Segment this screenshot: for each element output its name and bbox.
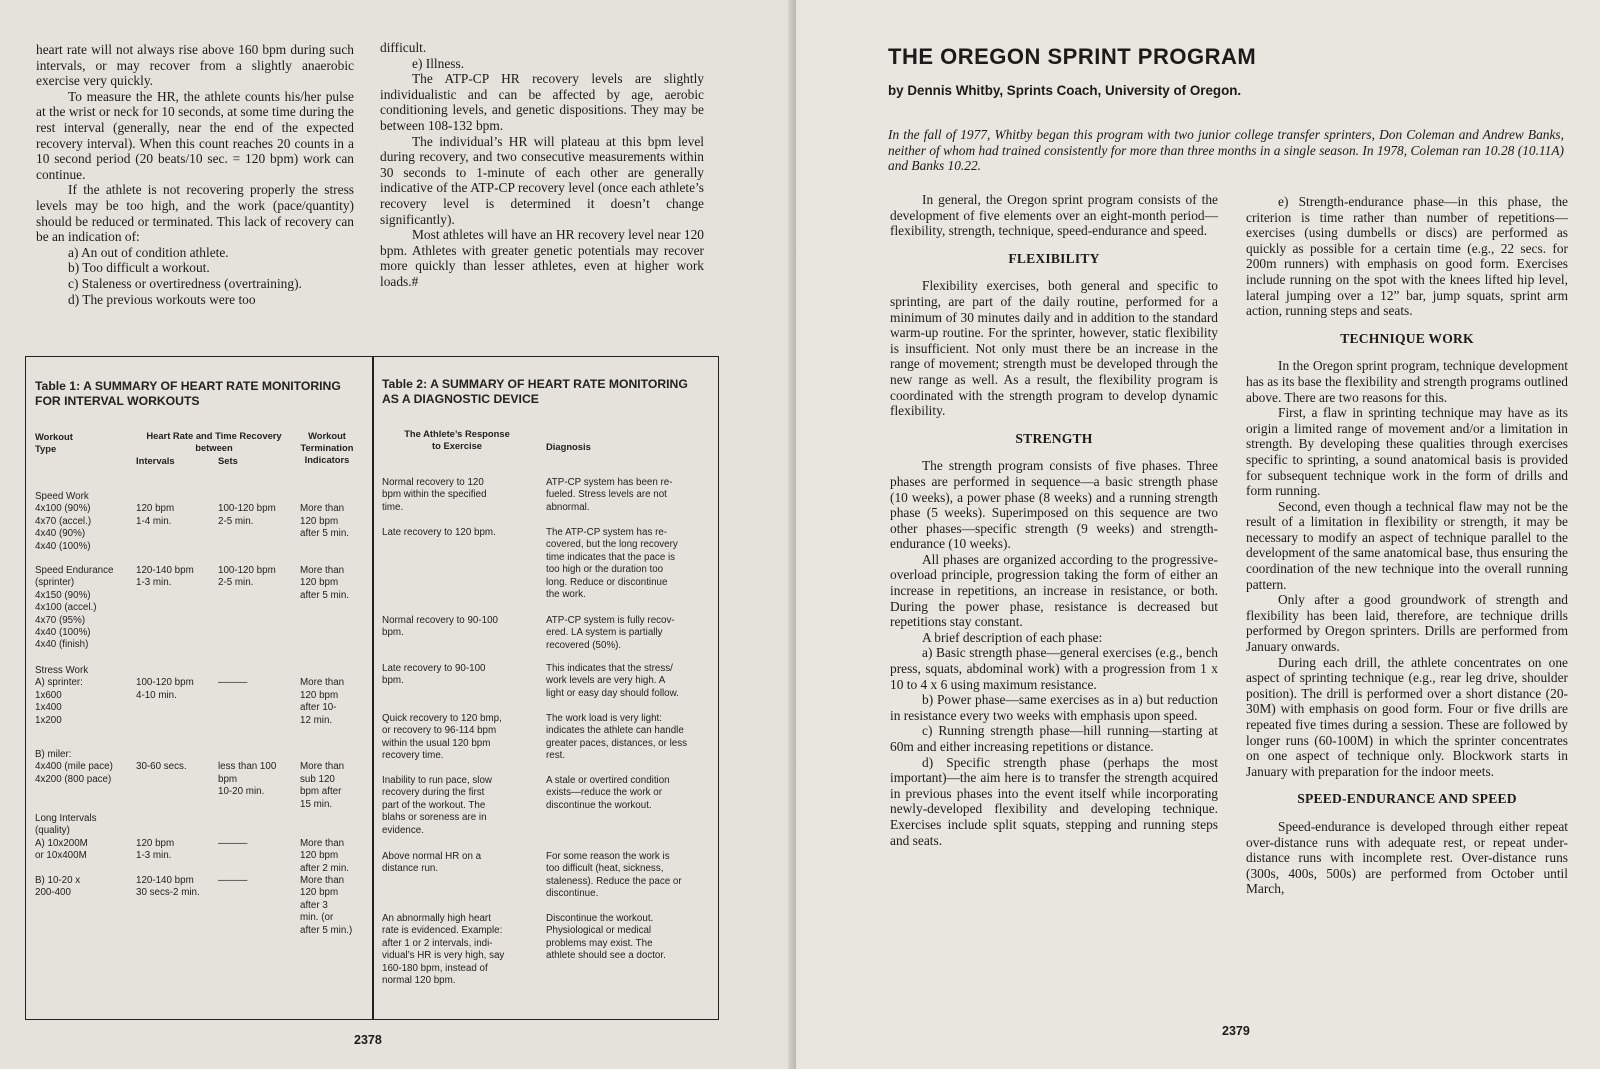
paragraph: d) Specific strength phase (perhaps the most important)—the aim here is to transfer the strength acquired in previous phases into the event itself while incorporating newly-developed flexibility and developing technique. Exercises include split squats, stepping and running steps and seats.	[890, 754, 1218, 848]
table1-header-sets: Sets	[218, 455, 238, 466]
paragraph: Flexibility exercises, both general and specific to sprinting, are part of the daily routine, performed for a minimum of 30 minutes daily and in addition to the standard warm-up routine. For the sprinter, however, static flexibility is insufficient. Not only must there be an increase in the range of movement; strength must be developed through the new range as well. As a result, the flexibility program is coordinated with the strength program to develop dynamic flexibility.	[890, 278, 1218, 419]
paragraph: If the athlete is not recovering properly the stress levels may be too high, and the work (pace/quantity) should be reduced or terminated. This lack of recovery can be an indication of:	[36, 182, 354, 245]
left-column-1	[36, 42, 354, 307]
table1-cell-intervals: 120 bpm 1-3 min.	[136, 837, 175, 862]
page-number-left: 2378	[354, 1033, 382, 1047]
table2-cell-response: Late recovery to 120 bpm.	[382, 527, 496, 538]
paragraph: Second, even though a technical flaw may not be the result of a limitation in flexibility or strength, it may be necessary to modify an aspect of technique parallel to the development of the same anatomical base, thus ensuring the coordination of the new technique into the overall running pattern.	[1246, 498, 1568, 592]
table2-cell-response: Inability to run pace, slow recovery during the first part of the workout. The blahs or soreness are in evidence.	[382, 775, 492, 836]
paragraph: b) Power phase—same exercises as in a) but reduction in resistance every two weeks with emphasis upon speed.	[890, 692, 1218, 723]
article-byline: by Dennis Whitby, Sprints Coach, University of Oregon.	[888, 83, 1242, 98]
table2-title: Table 2: A SUMMARY OF HEART RATE MONITORING AS A DIAGNOSTIC DEVICE	[382, 377, 688, 406]
paragraph: a) Basic strength phase—general exercises (e.g., bench press, squats, abdominal work) with a progression from 1 x 10 to 4 x 6 using maximum resistance.	[890, 645, 1218, 692]
table1-cell-sets: ———	[218, 875, 248, 886]
section-heading: FLEXIBILITY	[1008, 250, 1100, 266]
table2-cell-diagnosis: ATP-CP system has been re- fueled. Stress levels are not abnormal.	[546, 477, 673, 513]
table2-cell-diagnosis: The work load is very light: indicates the athlete can handle greater paces, distances, or less rest.	[546, 713, 688, 762]
paragraph: c) Staleness or overtiredness (overtraining).	[68, 275, 302, 291]
table1-cell-type: B) 10-20 x 200-400	[35, 875, 81, 899]
table2-cell-diagnosis: ATP-CP system is fully recov- ered. LA system is partially recovered (50%).	[546, 615, 675, 651]
paragraph: A brief description of each phase:	[922, 629, 1103, 645]
section-heading: SPEED-ENDURANCE AND SPEED	[1297, 791, 1517, 807]
paragraph: Speed-endurance is developed through either repeat over-distance runs with adequate rest, or repeat under-distance runs with incomplete rest. Over-distance runs (300s, 400s, 500s) are performed from October until March,	[1246, 818, 1568, 897]
article-title: THE OREGON SPRINT PROGRAM	[888, 44, 1257, 69]
paragraph: d) The previous workouts were too	[68, 291, 256, 307]
table2-cell-response: An abnormally high heart rate is evidenced. Example: after 1 or 2 intervals, indi- vidual’s HR is very high, say 160-180 bpm, instead of normal 120 bpm.	[382, 913, 505, 987]
table1-cell-intervals: 120-140 bpm 1-3 min.	[136, 565, 194, 589]
table1-cell-term: More than sub 120 bpm after 15 min.	[300, 761, 345, 810]
paragraph: The strength program consists of five phases. Three phases are performed in sequence—a basic strength phase (10 weeks), a power phase (8 weeks) and a running strength phase (5 weeks). Superimposed on this sequence are two other phases—specific strength (9 weeks) and strength-endurance (10 weeks).	[890, 458, 1218, 552]
table2-cell-response: Normal recovery to 90-100 bpm.	[382, 615, 498, 639]
table1-header-type: Workout Type	[35, 431, 73, 454]
left-column-2	[380, 40, 704, 290]
paragraph: Only after a good groundwork of strength and flexibility has been laid, therefore, are technique drills performed by Oregon sprinters. Drills are performed from January onwards.	[1246, 592, 1568, 655]
table1-cell-sets: less than 100 bpm 10-20 min.	[218, 761, 277, 798]
paragraph: difficult.	[380, 40, 427, 55]
table1-cell-intervals: 100-120 bpm 4-10 min.	[136, 677, 194, 701]
left-page	[0, 0, 796, 1069]
tables-divider	[372, 356, 374, 1020]
table1-cell-term: More than 120 bpm after 2 min.	[300, 837, 350, 874]
table1-cell-term: More than 120 bpm after 10- 12 min.	[300, 677, 345, 726]
paragraph: heart rate will not always rise above 160 bpm during such intervals, or may recover from a slightly anaerobic exercise very quickly.	[36, 42, 354, 89]
table1-cell-intervals: 120-140 bpm 30 secs-2 min.	[136, 875, 200, 899]
page-number-right: 2379	[1222, 1024, 1250, 1038]
table2-cell-response: Quick recovery to 120 bmp, or recovery to 96-114 bpm within the usual 120 bpm recovery time.	[382, 713, 502, 762]
article-intro: In the fall of 1977, Whitby began this program with two junior college transfer sprinters, Don Coleman and Andrew Banks, neither of whom had trained consistently for more than three months in a single season. In 1978, Coleman ran 10.28 (10.11A) and Banks 10.22.	[888, 127, 1564, 174]
table1-cell-type: Long Intervals (quality) A) 10x200M or 10x400M	[35, 813, 97, 862]
right-column-2	[1246, 194, 1568, 897]
table2-cell-response: Above normal HR on a distance run.	[382, 851, 482, 875]
table2-cell-diagnosis: This indicates that the stress/ work levels are very high. A light or easy day should follow.	[546, 663, 679, 699]
table1-header-hr: Heart Rate and Time Recovery between	[146, 430, 282, 453]
table1-cell-type: Stress Work A) sprinter: 1x600 1x400 1x200	[35, 665, 89, 726]
table1-cell-type: Speed Endurance (sprinter) 4x150 (90%) 4x100 (accel.) 4x70 (95%) 4x40 (100%) 4x40 (finish)	[35, 565, 114, 651]
paragraph: All phases are organized according to the progressive-overload principle, progression taking the form of either an increase in repetitions, an increase in resistance, or both. During the power phase, resistance is decreased but repetitions stay constant.	[890, 551, 1218, 630]
table1-cell-sets: 100-120 bpm 2-5 min.	[218, 503, 276, 527]
table2-cell-diagnosis: Discontinue the workout. Physiological or medical problems may exist. The athlete should see a doctor.	[546, 913, 666, 962]
paragraph: To measure the HR, the athlete counts his/her pulse at the wrist or neck for 10 seconds, at some time during the rest interval (generally, near the end of the expected recovery interval). When this count reaches 20 counts in a 10 second period (20 beats/10 sec. = 120 bpm) work can continue.	[36, 88, 354, 182]
table2-cell-diagnosis: A stale or overtired condition exists—reduce the work or discontinue the workout.	[546, 775, 670, 811]
paragraph: e) Strength-endurance phase—in this phase, the criterion is time rather than number of repetitions—exercises (using dumbells or discs) are performed as quickly as possible for a certain time (e.g., 22 secs. for 200m runners) with emphasis on good form. Exercises include running on the spot with the knees lifted hip level, lateral jumping over a 12” bar, jump squats, sprint arm action, running steps and seats.	[1246, 194, 1568, 319]
tables-box	[25, 356, 719, 1020]
table1-title: Table 1: A SUMMARY OF HEART RATE MONITORING FOR INTERVAL WORKOUTS	[35, 379, 341, 408]
table2-cell-response: Normal recovery to 120 bpm within the specified time.	[382, 477, 487, 513]
table1-header-intervals: Intervals	[136, 455, 175, 466]
paragraph: The individual’s HR will plateau at this bpm level during recovery, and two consecutive measurements within 30 seconds to 1-minute of each other are generally indicative of the ATP-CP recovery level (once each athlete’s recovery level is determined it doesn’t change significantly).	[380, 133, 704, 227]
table1-cell-sets: ———	[218, 837, 248, 849]
table1-cell-type: Speed Work 4x100 (90%) 4x70 (accel.) 4x40 (90%) 4x40 (100%)	[35, 491, 92, 552]
paragraph: The ATP-CP HR recovery levels are slightly individualistic and can be affected by age, aerobic conditioning levels, and genetic dispositions. They may be between 108-132 bpm.	[380, 71, 704, 133]
table2-cell-response: Late recovery to 90-100 bpm.	[382, 663, 486, 687]
paragraph: e) Illness.	[412, 55, 465, 71]
paragraph: In the Oregon sprint program, technique development has as its base the flexibility and strength programs outlined above. There are two reasons for this.	[1246, 358, 1568, 405]
table2-cell-diagnosis: For some reason the work is too difficult (heat, sickness, staleness). Reduce the pace or discontinue.	[546, 851, 682, 900]
section-heading: STRENGTH	[1015, 430, 1093, 446]
paragraph: In general, the Oregon sprint program consists of the development of five elements over an eight-month period—flexibility, strength, technique, speed-endurance and speed.	[890, 192, 1218, 239]
paragraph: b) Too difficult a workout.	[68, 260, 210, 276]
paragraph: c) Running strength phase—hill running—starting at 60m and either increasing repetitions or distance.	[890, 723, 1218, 754]
section-heading: TECHNIQUE WORK	[1340, 330, 1474, 346]
table1-cell-type: B) miler: 4x400 (mile pace) 4x200 (800 pace)	[35, 749, 113, 785]
table1-header-termination: Workout Termination Indicators	[300, 430, 354, 465]
paragraph: a) An out of condition athlete.	[68, 244, 229, 260]
right-column-1	[890, 192, 1218, 848]
paragraph: Most athletes will have an HR recovery level near 120 bpm. Athletes with greater genetic potentials may recover more quickly than lesser athletes, even at higher work loads.#	[380, 227, 704, 289]
paragraph: During each drill, the athlete concentrates on one aspect of sprinting technique (e.g., rear leg drive, shoulder position). The drill is performed over a short distance (20-30M) with emphasis on good form. Four or five drills are repeated five times during a session. These are followed by longer runs (60-100M) in which the sprinter concentrates on one aspect of technique only. Blockwork starts in January with preparation for the indoor meets.	[1246, 654, 1568, 779]
table1-cell-term: More than 120 bpm after 5 min.	[300, 503, 350, 540]
table2-cell-diagnosis: The ATP-CP system has re- covered, but the long recovery time indicates that the pace is too high or the duration too long. Reduce or discontinue the work.	[546, 527, 678, 601]
table1-cell-term: More than 120 bpm after 3 min. (or after 5 min.)	[300, 875, 353, 936]
paragraph: First, a flaw in sprinting technique may have as its origin a limited range of movement and/or a limitation in strength. By developing these qualities through exercises specific to sprinting, a sound anatomical basis is provided for subsequent technique work in the form of drills and form running.	[1246, 405, 1568, 499]
table1-cell-intervals: 120 bpm 1-4 min.	[136, 503, 175, 527]
table2-header-response: The Athlete’s Response to Exercise	[404, 428, 510, 451]
table1-cell-sets: 100-120 bpm 2-5 min.	[218, 565, 276, 589]
table1-cell-term: More than 120 bpm after 5 min.	[300, 565, 350, 601]
table1-cell-intervals: 30-60 secs.	[136, 761, 187, 773]
table2-header-diagnosis: Diagnosis	[546, 441, 591, 452]
table1-cell-sets: ———	[218, 677, 248, 689]
